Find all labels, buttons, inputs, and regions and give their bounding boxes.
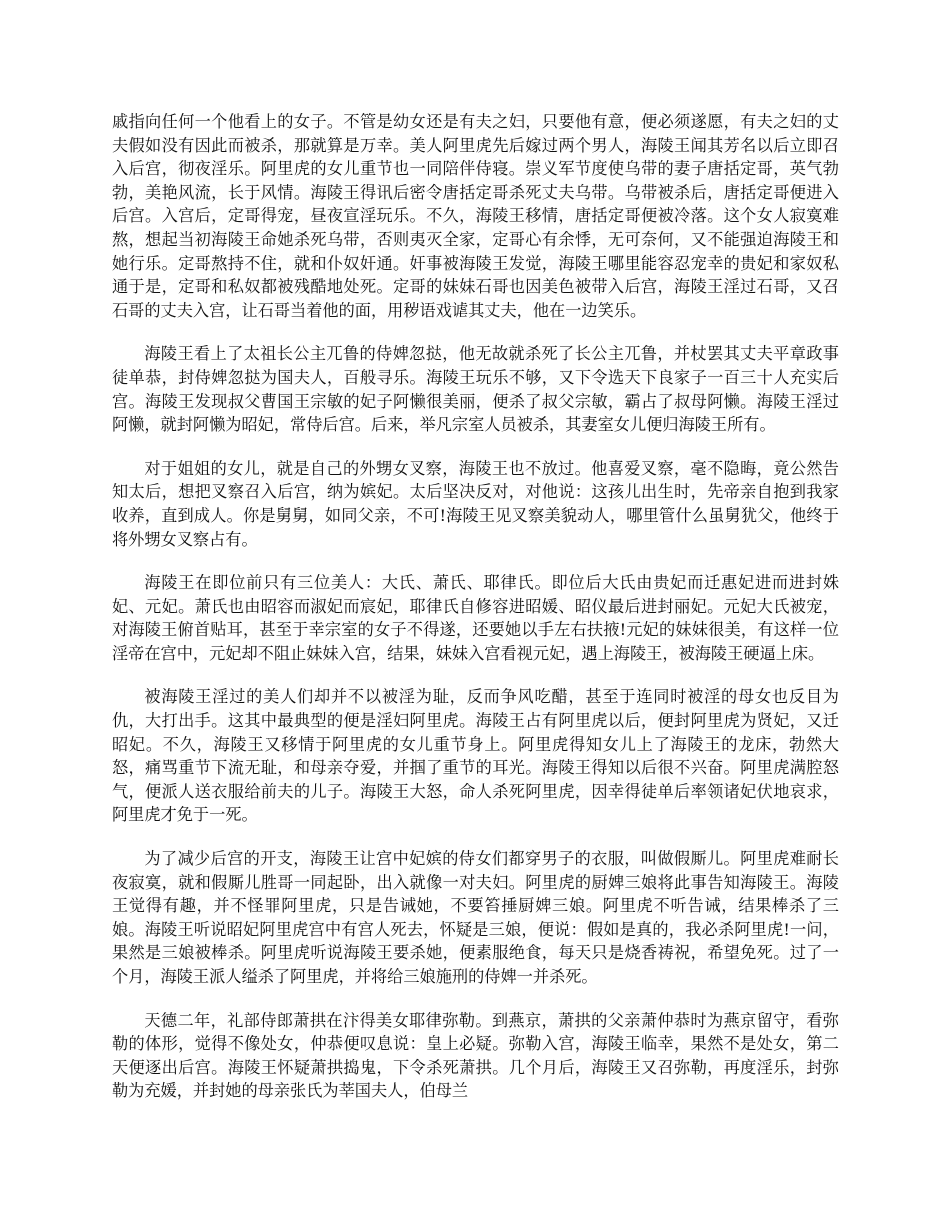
- paragraph-7: 天德二年，礼部侍郎萧拱在汴得美女耶律弥勒。到燕京，萧拱的父亲萧仲恭时为燕京留守，看弥勒的体形，觉得不像处女，仲恭便叹息说：皇上必疑。弥勒入宫，海陵王临幸，果然不是处女，第二天便逐出后宫。海陵王怀疑萧拱捣鬼，下令杀死萧拱。几个月后，海陵王又召弥勒，再度淫乐，封弥勒为充媛，并封她的母亲张氏为莘国夫人，伯母兰: [112, 1010, 839, 1101]
- paragraph-1: 戚指向任何一个他看上的女子。不管是幼女还是有夫之妇，只要他有意，便必须遂愿，有夫之妇的丈夫假如没有因此而被杀，那就算是万幸。美人阿里虎先后嫁过两个男人，海陵王闻其芳名以后立即召入后宫，彻夜淫乐。阿里虎的女儿重节也一同陪伴侍寝。崇义军节度使乌带的妻子唐括定哥，英气勃勃，美艳风流，长于风情。海陵王得讯后密令唐括定哥杀死丈夫乌带。乌带被杀后，唐括定哥便进入后宫。入宫后，定哥得宠，昼夜宣淫玩乐。不久，海陵王移情，唐括定哥便被冷落。这个女人寂寞难熬，想起当初海陵王命她杀死乌带，否则夷灭全家，定哥心有余悸，无可奈何，又不能强迫海陵王和她行乐。定哥熬持不住，就和仆奴奸通。奸事被海陵王发觉，海陵王哪里能容忍宠幸的贵妃和家奴私通于是，定哥和私奴都被残酷地处死。定哥的妹妹石哥也因美色被带入后宫，海陵王淫过石哥，又召石哥的丈夫入宫，让石哥当着他的面，用秽语戏谑其丈夫，他在一边笑乐。: [112, 112, 839, 320]
- paragraph-3: 对于姐姐的女儿，就是自己的外甥女叉察，海陵王也不放过。他喜爱叉察，毫不隐晦，竟公然告知太后，想把叉察召入后宫，纳为嫔妃。太后坚决反对，对他说：这孩儿出生时，先帝亲自抱到我家收养，直到成人。你是舅舅，如同父亲，不可!海陵王见叉察美貌动人，哪里管什么虽舅犹父，他终于将外甥女叉察占有。: [112, 458, 839, 549]
- paragraph-5: 被海陵王淫过的美人们却并不以被淫为耻，反而争风吃醋，甚至于连同时被淫的母女也反目为仇，大打出手。这其中最典型的便是淫妇阿里虎。海陵王占有阿里虎以后，便封阿里虎为贤妃，又迁昭妃。不久，海陵王又移情于阿里虎的女儿重节身上。阿里虎得知女儿上了海陵王的龙床，勃然大怒，痛骂重节下流无耻，和母亲夺爱，并掴了重节的耳光。海陵王得知以后很不兴奋。阿里虎满腔怒气，便派人送衣服给前夫的儿子。海陵王大怒，命人杀死阿里虎，因幸得徒单后率领诸妃伏地哀求，阿里虎才免于一死。: [112, 687, 839, 825]
- paragraph-4: 海陵王在即位前只有三位美人：大氏、萧氏、耶律氏。即位后大氏由贵妃而迁惠妃进而进封姝妃、元妃。萧氏也由昭容而淑妃而宸妃，耶律氏自修容进昭媛、昭仪最后进封丽妃。元妃大氏被宠，对海陵王俯首贴耳，甚至于幸宗室的女子不得遂，还要她以手左右扶掖!元妃的妹妹很美，有这样一位淫帝在宫中，元妃却不阻止妹妹入宫，结果，妹妹入宫看视元妃，遇上海陵王，被海陵王硬逼上床。: [112, 573, 839, 663]
- paragraph-6: 为了减少后宫的开支，海陵王让宫中妃嫔的侍女们都穿男子的衣服，叫做假厮儿。阿里虎难耐长夜寂寞，就和假厮儿胜哥一同起卧，出入就像一对夫妇。阿里虎的厨婢三娘将此事告知海陵王。海陵王觉得有趣，并不怪罪阿里虎，只是告诫她，不要笞捶厨婢三娘。阿里虎不听告诫，结果棒杀了三娘。海陵王听说昭妃阿里虎宫中有宫人死去，怀疑是三娘，便说：假如是真的，我必杀阿里虎!一问，果然是三娘被棒杀。阿里虎听说海陵王要杀她，便素服绝食，每天只是烧香祷祝，希望免死。过了一个月，海陵王派人缢杀了阿里虎，并将给三娘施刑的侍婢一并杀死。: [112, 849, 839, 986]
- paragraph-2: 海陵王看上了太祖长公主兀鲁的侍婢忽挞，他无故就杀死了长公主兀鲁，并杖罢其丈夫平章政事徒单恭，封侍婢忽挞为国夫人，百般寻乐。海陵王玩乐不够，又下令选天下良家子一百三十人充实后宫。海陵王发现叔父曹国王宗敏的妃子阿懒很美丽，便杀了叔父宗敏，霸占了叔母阿懒。海陵王淫过阿懒，就封阿懒为昭妃，常侍后宫。后来，举凡宗室人员被杀，其妻室女儿便归海陵王所有。: [112, 344, 839, 435]
- document-body: [112, 110, 839, 1123]
